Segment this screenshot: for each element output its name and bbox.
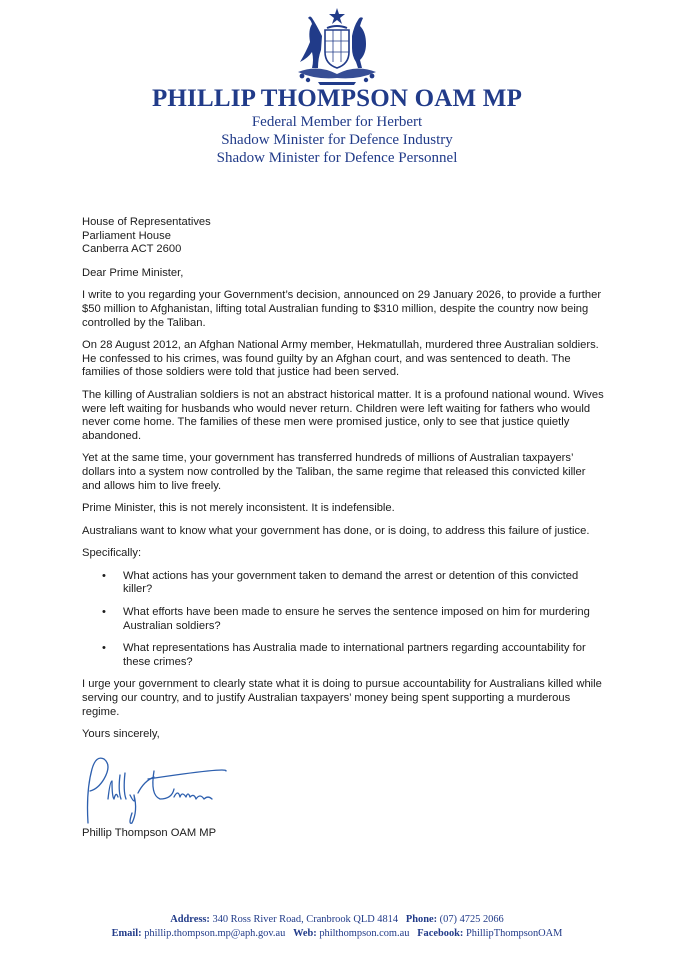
- commonwealth-coat-of-arms-icon: [288, 6, 386, 86]
- list-item-text: What efforts have been made to ensure he serves the sentence imposed on him for murdering Australian soldiers?: [123, 606, 590, 632]
- facebook-label: Facebook:: [417, 928, 464, 939]
- valediction: Yours sincerely,: [82, 728, 160, 741]
- bullet-icon: •: [102, 642, 106, 655]
- email-label: Email:: [111, 928, 142, 939]
- paragraph: Yet at the same time, your government has transferred hundreds of millions of Australian taxpayers’ dollars into a system now controlled by the Taliban, the same regime that released this convicted killer and allows him to live freely.: [82, 452, 586, 492]
- list-item: [82, 606, 604, 633]
- list-item-text: What actions has your government taken to demand the arrest or detention of this convicted killer?: [123, 569, 579, 596]
- phone-label: Phone:: [405, 914, 438, 925]
- signatory-name: Phillip Thompson OAM MP: [82, 826, 217, 839]
- question-list: [82, 570, 604, 670]
- recipient-address: [82, 216, 604, 257]
- footer-phone: (07) 4725 2066: [439, 914, 504, 925]
- footer-contact-line-2: [0, 928, 674, 939]
- footer-email[interactable]: phillip.thompson.mp@aph.gov.au: [144, 928, 286, 939]
- letter-body: [82, 216, 604, 849]
- list-item: [82, 642, 604, 669]
- bullet-icon: •: [102, 569, 106, 582]
- footer-contact-line-1: [0, 914, 674, 925]
- signature-image: [78, 751, 228, 825]
- list-item-text: What representations has Australia made to international partners regarding accountability for these crimes?: [123, 642, 586, 668]
- bullet-icon: •: [102, 606, 106, 619]
- footer-facebook[interactable]: PhillipThompsonOAM: [466, 928, 563, 939]
- role-line: Federal Member for Herbert: [251, 114, 423, 130]
- address-line: Parliament House: [82, 229, 171, 242]
- paragraph: Specifically:: [82, 547, 142, 560]
- paragraph: Australians want to know what your government has done, or is doing, to address this failure of justice.: [82, 524, 590, 537]
- paragraph: The killing of Australian soldiers is not an abstract historical matter. It is a profound national wound. Wives were left waiting for husbands who would never return. Children were left waiting for fathers who would never come home. The families of these men were promised justice, only to see that justice quietly abandoned.: [82, 388, 604, 442]
- paragraph: On 28 August 2012, an Afghan National Army member, Hekmatullah, murdered three Australian soldiers. He confessed to his crimes, was found guilty by an Afghan court, and was sentenced to death. The families of those soldiers were told that justice had been served.: [82, 339, 599, 379]
- member-name: PHILLIP THOMPSON OAM MP: [151, 85, 523, 112]
- footer-web[interactable]: philthompson.com.au: [319, 928, 410, 939]
- address-line: Canberra ACT 2600: [82, 243, 182, 256]
- paragraph: I write to you regarding your Government’s decision, announced on 29 January 2026, to provide a further $50 million to Afghanistan, lifting total Australian funding to $310 million, despite the country now being controlled by the Taliban.: [82, 289, 602, 329]
- paragraph: Prime Minister, this is not merely inconsistent. It is indefensible.: [82, 502, 395, 515]
- closing-paragraph: I urge your government to clearly state what it is doing to pursue accountability for Australians killed while serving our country, and to justify Australian taxpayers’ money being spent supporting a murderous regime.: [82, 678, 602, 718]
- role-line: Shadow Minister for Defence Personnel: [216, 150, 458, 166]
- list-item: [82, 570, 604, 597]
- footer-address: 340 Ross River Road, Cranbrook QLD 4814: [212, 914, 399, 925]
- address-label: Address:: [170, 914, 210, 925]
- web-label: Web:: [293, 928, 317, 939]
- address-line: House of Representatives: [82, 216, 211, 228]
- role-line: Shadow Minister for Defence Industry: [221, 132, 453, 148]
- salutation: Dear Prime Minister,: [82, 266, 184, 279]
